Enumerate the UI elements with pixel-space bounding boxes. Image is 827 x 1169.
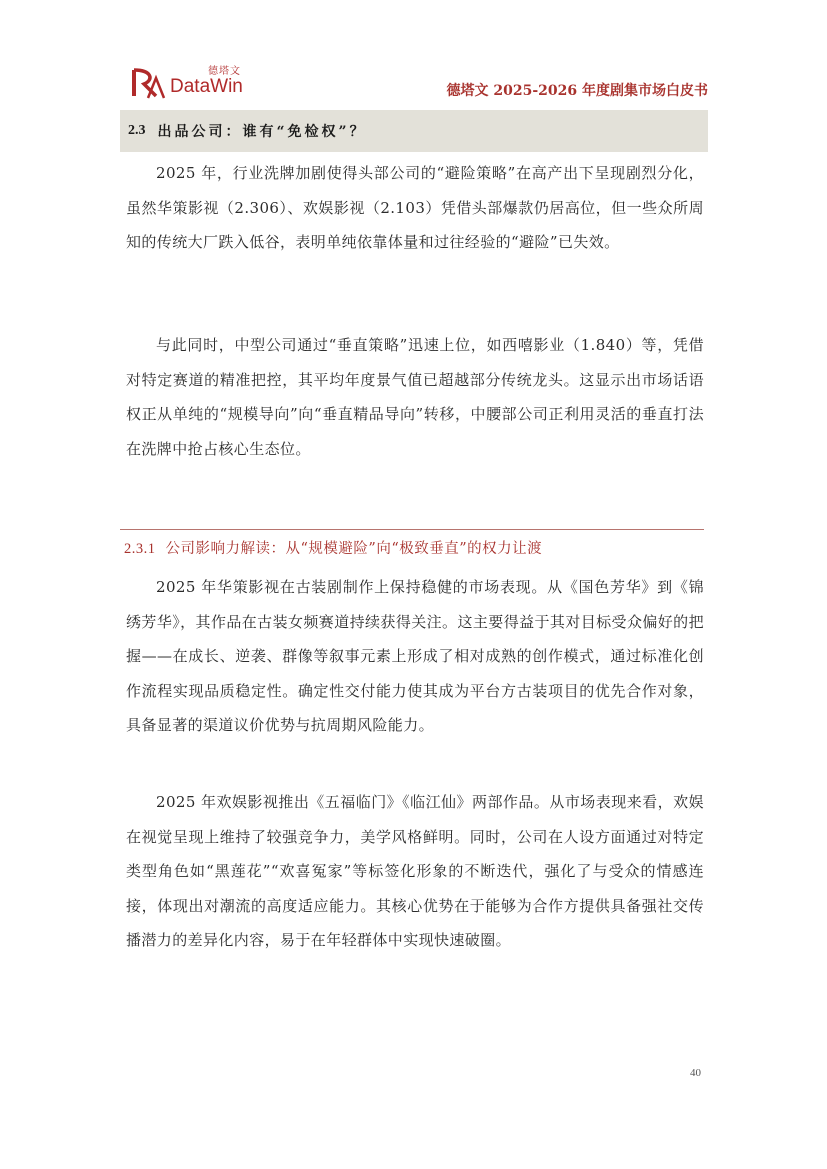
section-number: 2.3 bbox=[128, 123, 146, 138]
datawin-logo-icon bbox=[130, 64, 166, 100]
section-heading bbox=[120, 110, 708, 152]
paragraph: 2025 年欢娱影视推出《五福临门》《临江仙》两部作品。从市场表现来看，欢娱在视觉呈现上维持了较强竞争力，美学风格鲜明。同时，公司在人设方面通过对特定类型角色如“黑莲花”“欢喜冤家”等标签化形象的不断迭代，强化了与受众的情感连接，体现出对潮流的高度适应能力。其核心优势在于能够为合作方提供具备强社交传播潜力的差异化内容，易于在年轻群体中实现快速破圈。 bbox=[126, 793, 704, 949]
subsection-number: 2.3.1 bbox=[124, 541, 156, 557]
paragraph: 2025 年华策影视在古装剧制作上保持稳健的市场表现。从《国色芳华》到《锦绣芳华》，其作品在古装女频赛道持续获得关注。这主要得益于其对目标受众偏好的把握——在成长、逆袭、群像等叙事元素上形成了相对成熟的创作模式，通过标准化创作流程实现品质稳定性。确定性交付能力使其成为平台方古装项目的优先合作对象，具备显著的渠道议价优势与抗周期风险能力。 bbox=[126, 578, 704, 734]
paragraph: 2025 年，行业洗牌加剧使得头部公司的“避险策略”在高产出下呈现剧烈分化，虽然华策影视（2.306）、欢娱影视（2.103）凭借头部爆款仍居高位，但一些众所周知的传统大厂跌入低谷，表明单纯依靠体量和过往经验的“避险”已失效。 bbox=[126, 164, 704, 251]
subsection-heading bbox=[124, 537, 542, 558]
subsection-title: 公司影响力解读：从“规模避险”向“极致垂直”的权力让渡 bbox=[165, 541, 543, 557]
page-header bbox=[120, 58, 708, 104]
page-number: 40 bbox=[690, 1067, 701, 1079]
subsection-divider bbox=[120, 529, 704, 530]
logo-chinese-name: 德塔文 bbox=[208, 66, 241, 77]
paragraph: 与此同时，中型公司通过“垂直策略”迅速上位，如西嘻影业（1.840）等，凭借对特定赛道的精准把控，其平均年度景气值已超越部分传统龙头。这显示出市场话语权正从单纯的“规模导向”向“垂直精品导向”转移，中腰部公司正利用灵活的垂直打法在洗牌中抢占核心生态位。 bbox=[126, 336, 704, 458]
datawin-logo bbox=[130, 62, 260, 102]
section-title: 出品公司：谁有“免检权”？ bbox=[157, 124, 367, 140]
logo-english-name: DataWin bbox=[170, 76, 243, 97]
document-title: 德塔文 2025-2026 年度剧集市场白皮书 bbox=[446, 83, 708, 99]
